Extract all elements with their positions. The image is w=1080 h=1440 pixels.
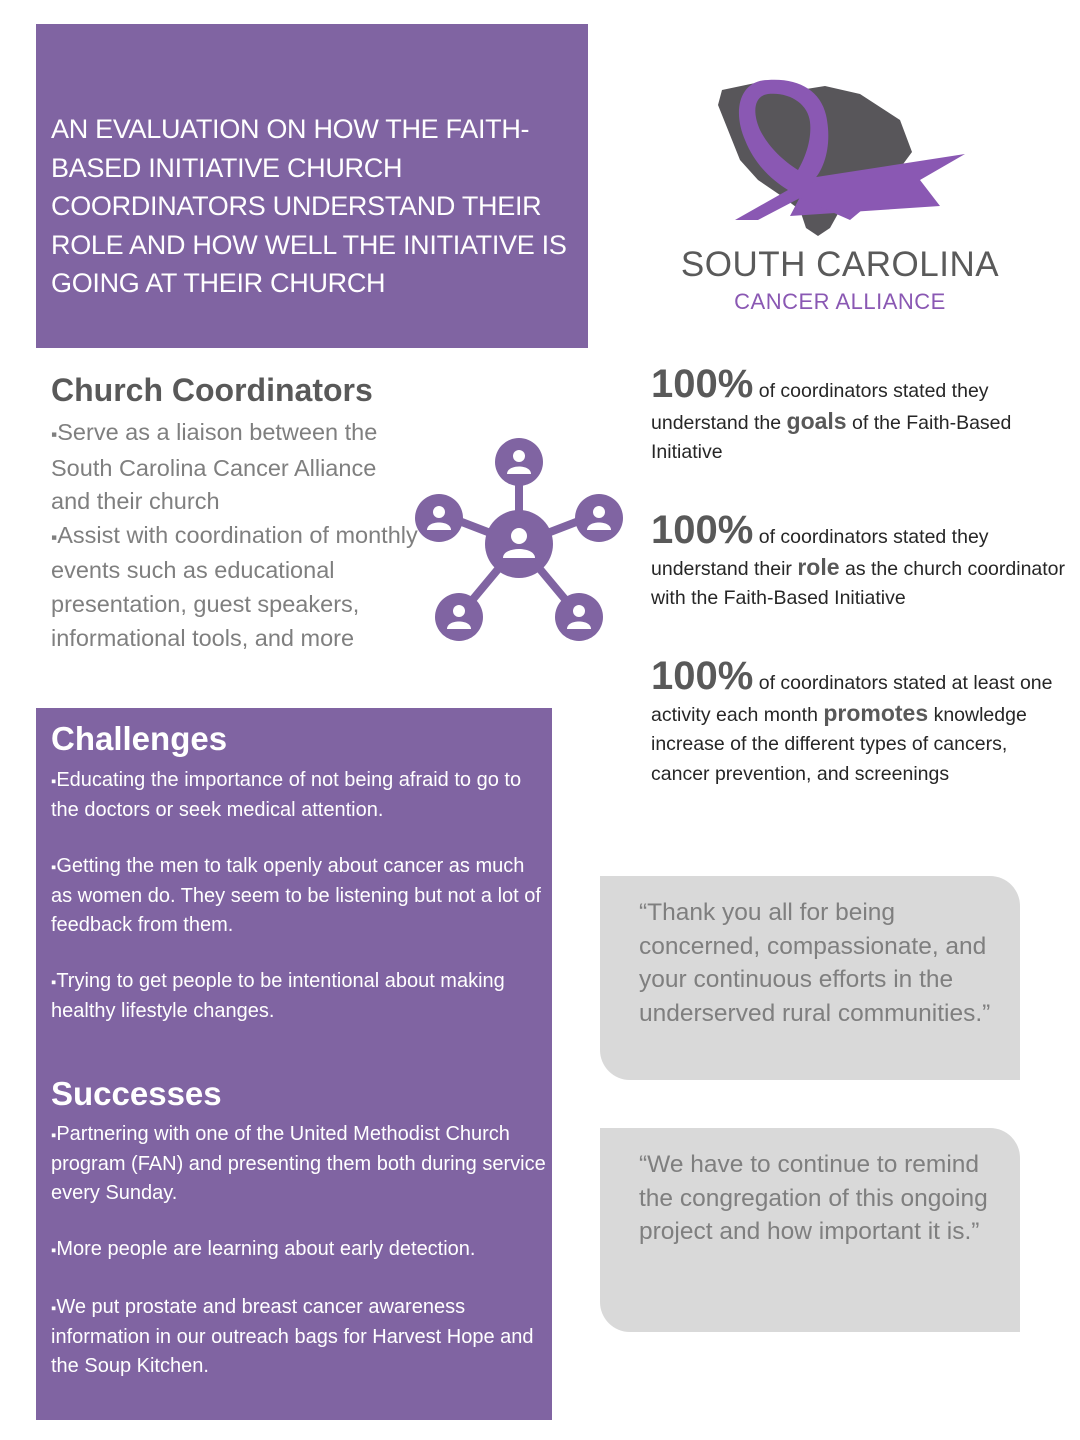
stat-percent: 100% — [651, 362, 754, 406]
challenges-heading: Challenges — [51, 720, 228, 757]
stat-text-post: knowledge increase of the different types of cancers, cancer prevention, and screenings — [651, 703, 1027, 785]
logo-text-cancer-alliance: CANCER ALLIANCE — [734, 289, 946, 314]
stat-text-pre: of coordinators stated at least one activity each month — [651, 672, 1053, 726]
stat-percent: 100% — [651, 654, 754, 698]
challenge-item: ▪ Educating the importance of not being afraid to go to the doctors or seek medical attention. — [51, 766, 546, 825]
stat-promotes — [651, 656, 1071, 789]
challenge-item: ▪ Trying to get people to be intentional about making healthy lifestyle changes. — [51, 967, 546, 1026]
quote-text: “Thank you all for being concerned, compassionate, and your continuous efforts in the underserved rural communities.” — [639, 899, 991, 1028]
stat-text-pre: of coordinators stated they understand their — [651, 526, 989, 580]
stat-role — [651, 510, 1071, 614]
stat-keyword: goals — [786, 407, 847, 434]
coordinators-heading: Church Coordinators — [51, 372, 373, 408]
coordinators-bullet: ▪ Serve as a liaison between the South Carolina Cancer Alliance and their church — [51, 416, 421, 519]
network-people-icon — [415, 436, 625, 642]
sc-cancer-alliance-logo — [640, 60, 1040, 330]
quote-text: “We have to continue to remind the congregation of this ongoing project and how important it is.” — [639, 1151, 988, 1246]
quote-card — [600, 876, 1020, 1080]
stat-text-pre: of coordinators stated they understand the — [651, 380, 989, 434]
coordinators-list — [51, 416, 421, 655]
successes-heading: Successes — [51, 1075, 222, 1112]
title-banner — [36, 24, 588, 348]
stat-percent: 100% — [651, 508, 754, 552]
quote-card — [600, 1128, 1020, 1332]
coordinators-bullet: ▪ Assist with coordination of monthly events such as educational presentation, guest speakers, informational tools, and more — [51, 519, 421, 655]
stat-keyword: promotes — [823, 699, 929, 726]
stat-goals — [651, 364, 1071, 468]
challenge-item: ▪ Getting the men to talk openly about cancer as much as women do. They seem to be listening but not a lot of feedback from them. — [51, 852, 546, 940]
page-title: AN EVALUATION ON HOW THE FAITH-BASED INITIATIVE CHURCH COORDINATORS UNDERSTAND THEIR ROLE AND HOW WELL THE INITIATIVE IS GOING AT THEIR CHURCH — [51, 114, 567, 298]
success-item: ▪ More people are learning about early detection. — [51, 1235, 546, 1265]
stat-text-post: as the church coordinator with the Faith-Based Initiative — [651, 557, 1066, 609]
stat-text-post: of the Faith-Based Initiative — [651, 411, 1012, 463]
success-item: ▪ We put prostate and breast cancer awareness information in our outreach bags for Harvest Hope and the Soup Kitchen. — [51, 1293, 546, 1381]
success-item: ▪ Partnering with one of the United Methodist Church program (FAN) and presenting them both during service every Sunday. — [51, 1120, 546, 1208]
state-ribbon-icon — [640, 60, 1040, 250]
stat-keyword: role — [797, 553, 840, 580]
logo-text-south-carolina: SOUTH CAROLINA — [680, 245, 1000, 284]
challenges-successes-panel — [36, 708, 552, 1420]
